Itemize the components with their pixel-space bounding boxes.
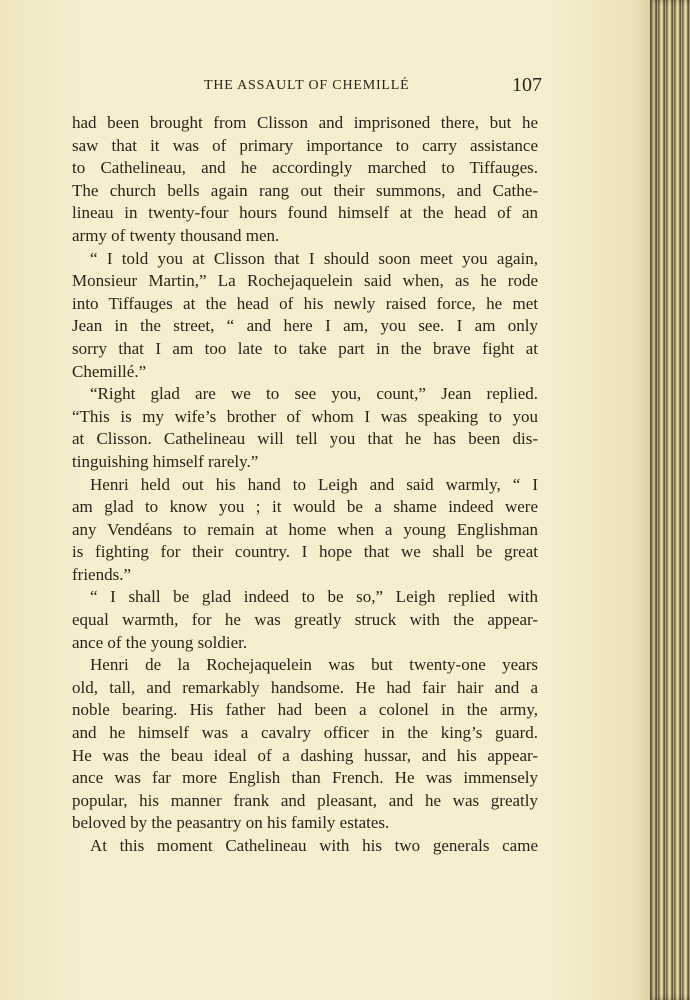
text-line: saw that it was of primary importance to carry assistance: [72, 135, 538, 155]
text-line: Chemillé.”: [72, 361, 147, 381]
text-line: “Right glad are we to see you, count,” Jean replied.: [90, 384, 538, 404]
text-line: had been brought from Clisson and imprisoned there, but he: [72, 113, 538, 132]
text-line: “ I told you at Clisson that I should soon meet you again,: [90, 248, 538, 268]
text-line: Jean in the street, “ and here I am, you see. I am only: [72, 316, 538, 336]
text-line: old, tall, and remarkably handsome. He had fair hair and a: [72, 677, 538, 697]
text-line: is fighting for their country. I hope that we shall be great: [72, 542, 538, 562]
text-line: “This is my wife’s brother of whom I was speaking to you: [72, 406, 538, 426]
text-line: to Cathelineau, and he accordingly marched to Tiffauges.: [72, 158, 538, 178]
text-line: equal warmth, for he was greatly struck with the appear-: [72, 610, 538, 630]
body-text: [72, 112, 538, 858]
text-line: The church bells again rang out their summons, and Cathe-: [72, 180, 538, 200]
text-line: tinguishing himself rarely.”: [72, 451, 259, 471]
running-head: [72, 74, 542, 100]
text-line: Monsieur Martin,” La Rochejaquelein said when, as he rode: [72, 271, 538, 291]
text-line: Henri de la Rochejaquelein was but twenty-one years: [90, 655, 538, 675]
text-line: army of twenty thousand men.: [72, 225, 280, 245]
text-line: sorry that I am too late to take part in the brave fight at: [72, 338, 538, 358]
page-edge: [650, 0, 690, 1000]
text-line: Henri held out his hand to Leigh and said warmly, “ I: [90, 474, 538, 494]
text-line: At this moment Cathelineau with his two generals came: [90, 836, 538, 855]
text-line: any Vendéans to remain at home when a young Englishman: [72, 519, 538, 539]
text-line: and he himself was a cavalry officer in the king’s guard.: [72, 723, 538, 743]
text-line: at Clisson. Cathelineau will tell you that he has been dis-: [72, 429, 538, 449]
page-number: 107: [512, 74, 542, 96]
text-line: friends.”: [72, 564, 132, 584]
text-line: popular, his manner frank and pleasant, and he was greatly: [72, 790, 538, 810]
text-line: He was the beau ideal of a dashing hussar, and his appear-: [72, 745, 538, 765]
text-line: ance was far more English than French. He was immensely: [72, 768, 538, 788]
text-line: lineau in twenty-four hours found himself at the head of an: [72, 203, 538, 223]
text-line: noble bearing. His father had been a colonel in the army,: [72, 700, 538, 720]
text-line: am glad to know you ; it would be a shame indeed were: [72, 497, 538, 517]
text-line: “ I shall be glad indeed to be so,” Leigh replied with: [90, 587, 538, 607]
running-title: THE ASSAULT OF CHEMILLÉ: [204, 78, 410, 93]
text-line: beloved by the peasantry on his family estates.: [72, 813, 390, 833]
text-line: into Tiffauges at the head of his newly raised force, he met: [72, 293, 538, 313]
text-line: ance of the young soldier.: [72, 632, 248, 652]
